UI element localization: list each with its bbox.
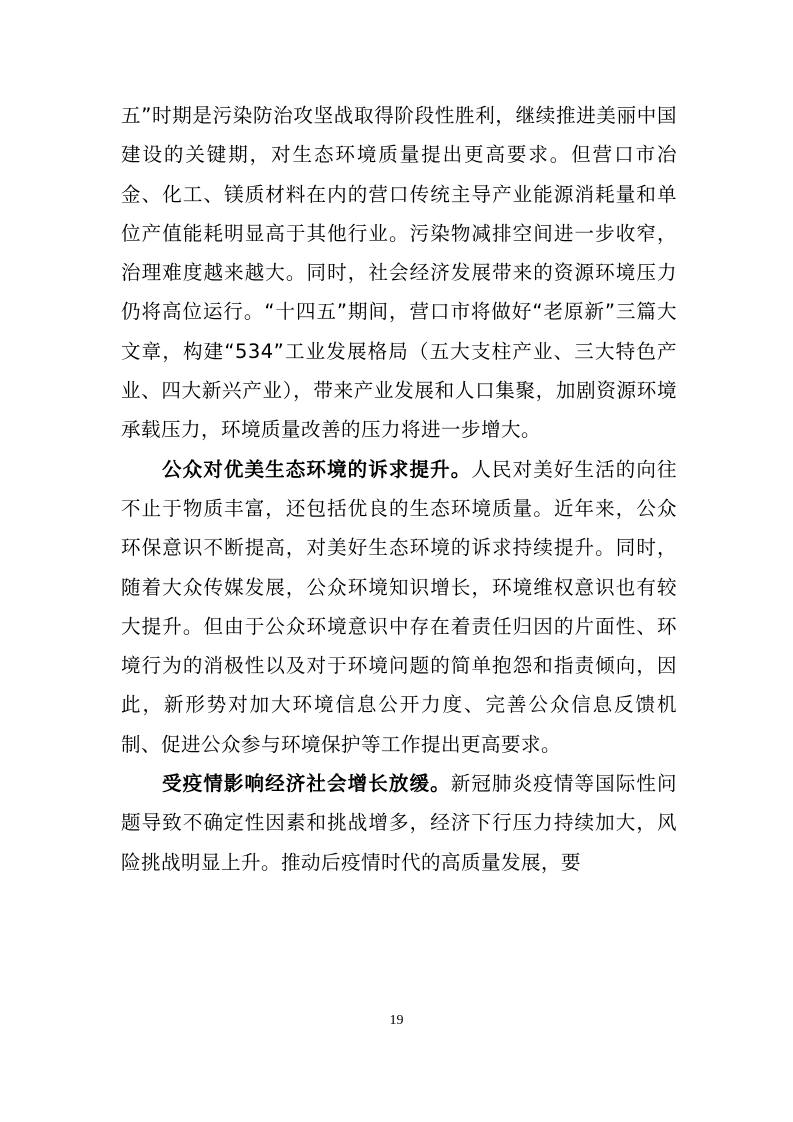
paragraph-text: 人民对美好生活的向往不止于物质丰富，还包括优良的生态环境质量。近年来，公众环保意识不断提高，对美好生态环境的诉求持续提升。同时，随着大众传媒发展，公众环境知识增长，环境维权意识也有较大提升。但由于公众环境意识中存在着责任归因的片面性、环境行为的消极性以及对于环境问题的简单抱怨和指责倾向，因此，新形势对加大环境信息公开力度、完善公众信息反馈机制、促进公众参与环境保护等工作提出更高要求。 [121,457,677,756]
paragraph-public-demand [121,450,677,764]
paragraph-text: 新冠肺炎疫情等国际性问题导致不确定性因素和挑战增多，经济下行压力持续加大，风险挑战明显上升。推动后疫情时代的高质量发展，要 [121,772,677,874]
paragraph-text: 五”时期是污染防治攻坚战取得阶段性胜利，继续推进美丽中国建设的关键期，对生态环境质量提出更高要求。但营口市冶金、化工、镁质材料在内的营口传统主导产业能源消耗量和单位产值能耗明显高于其他行业。污染物减排空间进一步收窄，治理难度越来越大。同时，社会经济发展带来的资源环境压力仍将高位运行。“十四五”期间，营口市将做好“老原新”三篇大文章，构建“534”工业发展格局（五大支柱产业、三大特色产业、四大新兴产业），带来产业发展和人口集聚，加剧资源环境承载压力，环境质量改善的压力将进一步增大。 [121,104,677,442]
paragraph-lead-heading: 受疫情影响经济社会增长放缓。 [162,772,451,796]
body-text [121,96,677,882]
paragraph-continuation [121,96,677,450]
paragraph-lead-heading: 公众对优美生态环境的诉求提升。 [162,457,472,481]
paragraph-epidemic-impact [121,764,677,882]
page-number: 19 [389,1013,404,1028]
